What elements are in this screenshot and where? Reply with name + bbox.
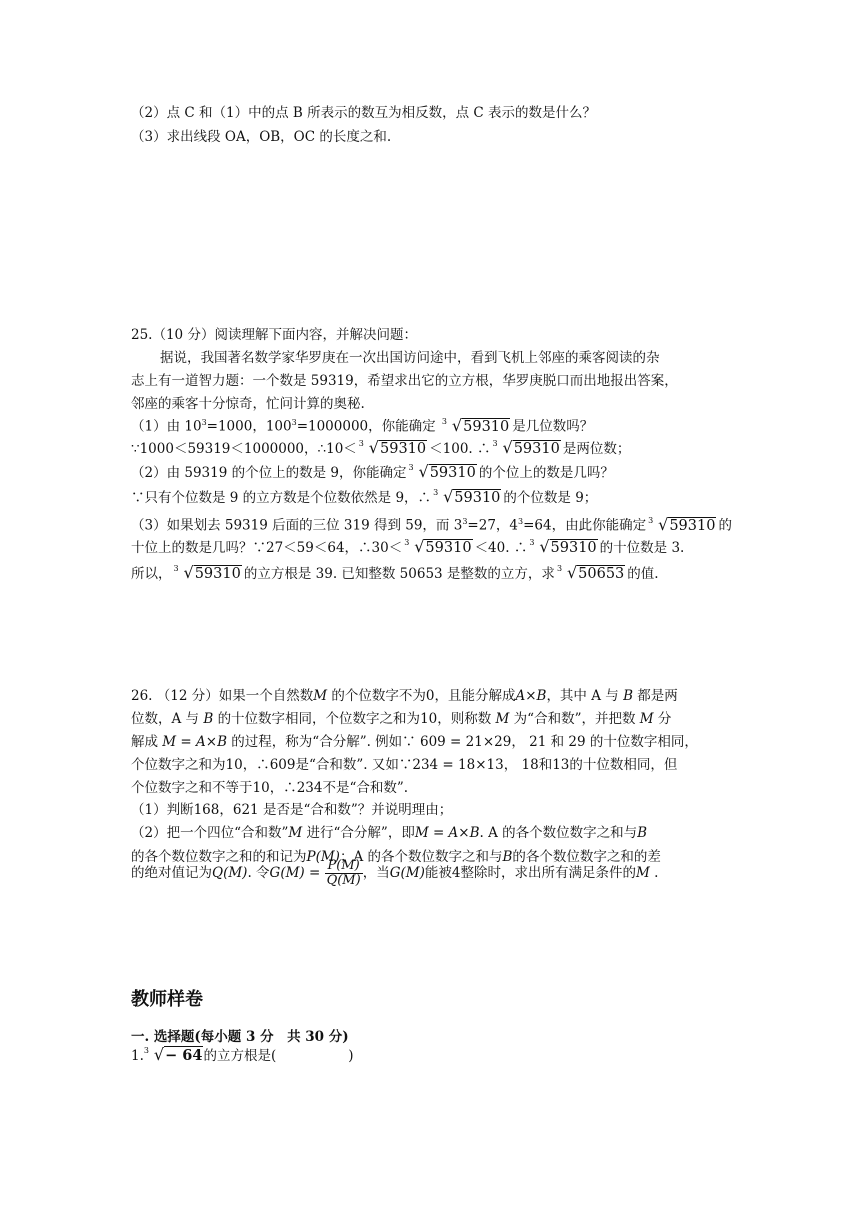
text: ，	[511, 734, 525, 750]
text: 位数，A 与	[131, 711, 200, 727]
text: 1.	[131, 1048, 144, 1064]
math: B	[203, 711, 214, 727]
math: 10	[252, 780, 270, 796]
cube-root-59310	[493, 438, 561, 459]
text: 的十位数相同，但	[569, 757, 678, 773]
math: 168	[193, 802, 220, 818]
radical-sign: √	[418, 462, 429, 481]
text: 的个位数字不为	[331, 688, 426, 704]
radicand: 59310	[463, 418, 510, 435]
text: ∵只有个位数是 9 的立方数是个位数依然是 9，∴	[131, 490, 432, 506]
text: 分	[657, 711, 672, 727]
text: . A 的各个数位数字之和与	[479, 825, 638, 841]
q26-line2	[131, 709, 671, 729]
radical-sign: √	[368, 438, 379, 457]
math: 10	[420, 711, 438, 727]
denominator: Q(M)	[326, 873, 361, 888]
cube-root-59310	[359, 438, 427, 459]
q25-step3-question	[131, 512, 732, 536]
radical-sign: √	[502, 438, 513, 457]
text: 是两位数；	[562, 441, 631, 457]
text: ，∴	[269, 780, 297, 796]
text: =27，4	[467, 517, 519, 534]
q26-part2-line3	[131, 855, 658, 891]
math: 234 = 18×13	[412, 757, 504, 773]
root-index: 3	[441, 416, 448, 426]
text: 的	[718, 517, 732, 534]
radicand: 50653	[578, 566, 625, 582]
text: ，当	[362, 865, 390, 881]
math: 234	[296, 780, 323, 796]
radicand: 59310	[380, 441, 427, 457]
radical-sign: √	[183, 563, 194, 582]
root-index: 3	[529, 538, 535, 547]
math: 4	[451, 865, 461, 881]
q25-step1-question	[131, 413, 593, 437]
teacher-sample-title: 教师样卷	[131, 989, 203, 1010]
text: 为“合和数”，并把数	[513, 711, 636, 727]
exponent: 3	[201, 418, 207, 427]
root-index: 3	[143, 1046, 149, 1055]
text: 的过程，称为“合分解”. 例如∵	[231, 734, 416, 750]
text: )	[348, 1048, 354, 1064]
root-index: 3	[408, 463, 414, 472]
radicand: 59310	[669, 517, 716, 534]
text: 的立方根是(	[203, 1048, 277, 1064]
radicand: 59310	[550, 540, 597, 556]
numerator: P(M)	[325, 859, 363, 874]
radicand: 59310	[513, 441, 560, 457]
text: 是“合和数”. 又如∵	[295, 757, 413, 773]
radical-sign: √	[153, 1045, 165, 1064]
text: 和	[550, 734, 565, 750]
cube-root-59310	[529, 537, 597, 558]
cube-root-59310	[404, 537, 472, 558]
math: M = A×B	[162, 734, 227, 750]
text: 的十位数字相同，	[589, 734, 698, 750]
q26-line1	[131, 686, 678, 706]
q25-story-line1: 据说，我国著名数学家华罗庚在一次出国访问途中，看到飞机上邻座的乘客阅读的杂	[160, 350, 660, 366]
math: Q(M)	[212, 865, 248, 881]
q25-step2-question	[131, 462, 614, 483]
cube-root-59310	[174, 563, 242, 584]
q26-line5	[131, 778, 408, 798]
radicand: − 64	[165, 1047, 203, 1064]
radicand: 59310	[425, 540, 472, 556]
text: 所以，	[131, 566, 172, 582]
math: B	[502, 849, 513, 865]
text: 的十位数字相同，个位数字之和为	[217, 711, 421, 727]
g-fraction	[325, 859, 363, 888]
text: （3）如果划去 59319 后面的三位 319 得到 59，而 3	[131, 517, 463, 534]
section-choice-heading: 一. 选择题(每小题 3 分 共 30 分)	[131, 1029, 349, 1045]
text: 进行“合分解”，即	[306, 825, 415, 841]
text: 的个位数是 9；	[503, 490, 598, 506]
text: =1000，100	[206, 418, 292, 435]
q24-part2: （2）点 C 和（1）中的点 B 所表示的数互为相反数，点 C 表示的数是什么？	[131, 105, 597, 121]
q25-story-line2: 志上有一道智力题：一个数是 59319，希望求出它的立方根，华罗庚脱口而出地报出答案，	[131, 373, 678, 389]
radical-sign: √	[658, 514, 669, 534]
text: ，且能分解成	[434, 688, 516, 704]
radical-sign: √	[443, 487, 454, 506]
text: 的值.	[627, 566, 659, 582]
text: 是否是“合和数”？并说明理由；	[262, 802, 453, 818]
text: （1）判断	[131, 802, 194, 818]
text: . 令	[247, 865, 270, 881]
q25-story-line3: 邻座的乘客十分惊奇，忙问计算的奥秘.	[131, 396, 365, 412]
math: 10	[225, 757, 243, 773]
q26-line4	[131, 755, 677, 775]
cube-root-50653	[557, 563, 625, 584]
math: M	[288, 825, 303, 841]
math: 621	[232, 802, 259, 818]
text: ＜40. ∴	[474, 540, 528, 556]
text: 的各个数位数字之和的差	[512, 849, 661, 865]
text: ，则称数	[437, 711, 492, 727]
q26-line3	[131, 732, 698, 752]
text: =64，由此你能确定	[523, 517, 647, 534]
math: 609 = 21×29	[419, 734, 512, 750]
radical-sign: √	[566, 563, 578, 582]
teacher-q1	[131, 1045, 354, 1066]
q25-conclusion	[131, 563, 659, 584]
exponent: 3	[291, 418, 297, 427]
math: M = A×B	[414, 825, 480, 841]
text: （1）由 10	[131, 418, 202, 435]
math: B	[637, 825, 648, 841]
math: A×B	[515, 688, 547, 704]
cube-root-59310	[442, 416, 510, 437]
exponent: 3	[518, 517, 524, 526]
q25-step2-answer	[131, 487, 597, 508]
root-index: 3	[492, 439, 498, 448]
text: 解成	[131, 734, 158, 750]
text: 的十位数是 3.	[599, 540, 685, 556]
math: 0	[425, 688, 435, 704]
math: P(M)	[306, 849, 340, 865]
exponent: 3	[462, 517, 468, 526]
text: 个位数字之和不等于	[131, 780, 253, 796]
text: （2）由 59319 的个位上的数是 9，你能确定	[131, 465, 407, 481]
q25-step3-answer	[131, 537, 684, 558]
math: M	[313, 688, 328, 704]
math: 18	[521, 757, 539, 773]
text: 不是“合和数”.	[322, 780, 409, 796]
math: M	[635, 865, 650, 881]
text: 的立方根是 39. 已知整数 50653 是整数的立方，求	[243, 566, 555, 582]
cube-root-59310	[648, 515, 716, 536]
math: M	[495, 711, 510, 727]
root-index: 3	[648, 515, 654, 525]
math: 29	[568, 734, 586, 750]
q24-part3: （3）求出线段 OA，OB，OC 的长度之和.	[131, 129, 392, 145]
text: 是几位数吗？	[512, 418, 594, 435]
math: G(M)	[389, 865, 425, 881]
radicand: 59310	[194, 566, 241, 582]
text: ＜100. ∴	[429, 441, 491, 457]
text: 都是两	[637, 688, 678, 704]
math: 13	[552, 757, 570, 773]
math: 609	[269, 757, 296, 773]
text: 能被	[424, 865, 452, 881]
q25-step1-answer	[131, 438, 630, 459]
root-index: 3	[433, 488, 439, 497]
q26-part2-line1	[131, 823, 647, 843]
text: 26. （12 分）如果一个自然数	[131, 688, 314, 704]
radical-sign: √	[414, 537, 425, 556]
text: .	[654, 865, 659, 881]
text: ∵1000＜59319＜1000000，∴10＜	[131, 441, 357, 457]
text: 的个位上的数是几吗？	[478, 465, 614, 481]
text: 整除时，求出所有满足条件的	[460, 865, 636, 881]
q25-heading: 25.（10 分）阅读理解下面内容，并解决问题：	[131, 327, 417, 343]
radicand: 59310	[429, 465, 476, 481]
text: ，其中 A 与	[546, 688, 619, 704]
q26-part1	[131, 800, 452, 820]
text: 和	[538, 757, 553, 773]
radical-sign: √	[539, 537, 550, 556]
text: 的绝对值记为	[131, 865, 212, 881]
text: ，	[219, 802, 233, 818]
cube-root-59310	[409, 462, 477, 483]
math: M	[639, 711, 654, 727]
root-index: 3	[404, 538, 410, 547]
text: =1000000，你能确定	[296, 418, 436, 435]
text: 个位数字之和为	[131, 757, 226, 773]
root-index: 3	[358, 439, 364, 448]
cube-root-59310	[433, 487, 501, 508]
radical-sign: √	[451, 415, 463, 435]
text: 十位上的数是几吗？∵27＜59＜64，∴30＜	[131, 540, 403, 556]
text: ，∴	[242, 757, 270, 773]
radicand: 59310	[454, 490, 501, 506]
text: ，	[503, 757, 518, 773]
math: B	[623, 688, 633, 704]
text: 的各个数位数字之和的和记为	[131, 849, 307, 865]
cube-root-neg64	[144, 1045, 204, 1066]
math: 21	[529, 734, 547, 750]
root-index: 3	[173, 564, 179, 573]
root-index: 3	[556, 564, 563, 573]
text: （2）把一个四位“合和数”	[131, 825, 289, 841]
math: G(M) =	[269, 865, 321, 881]
text: ；A 的各个数位数字之和与	[339, 849, 503, 865]
